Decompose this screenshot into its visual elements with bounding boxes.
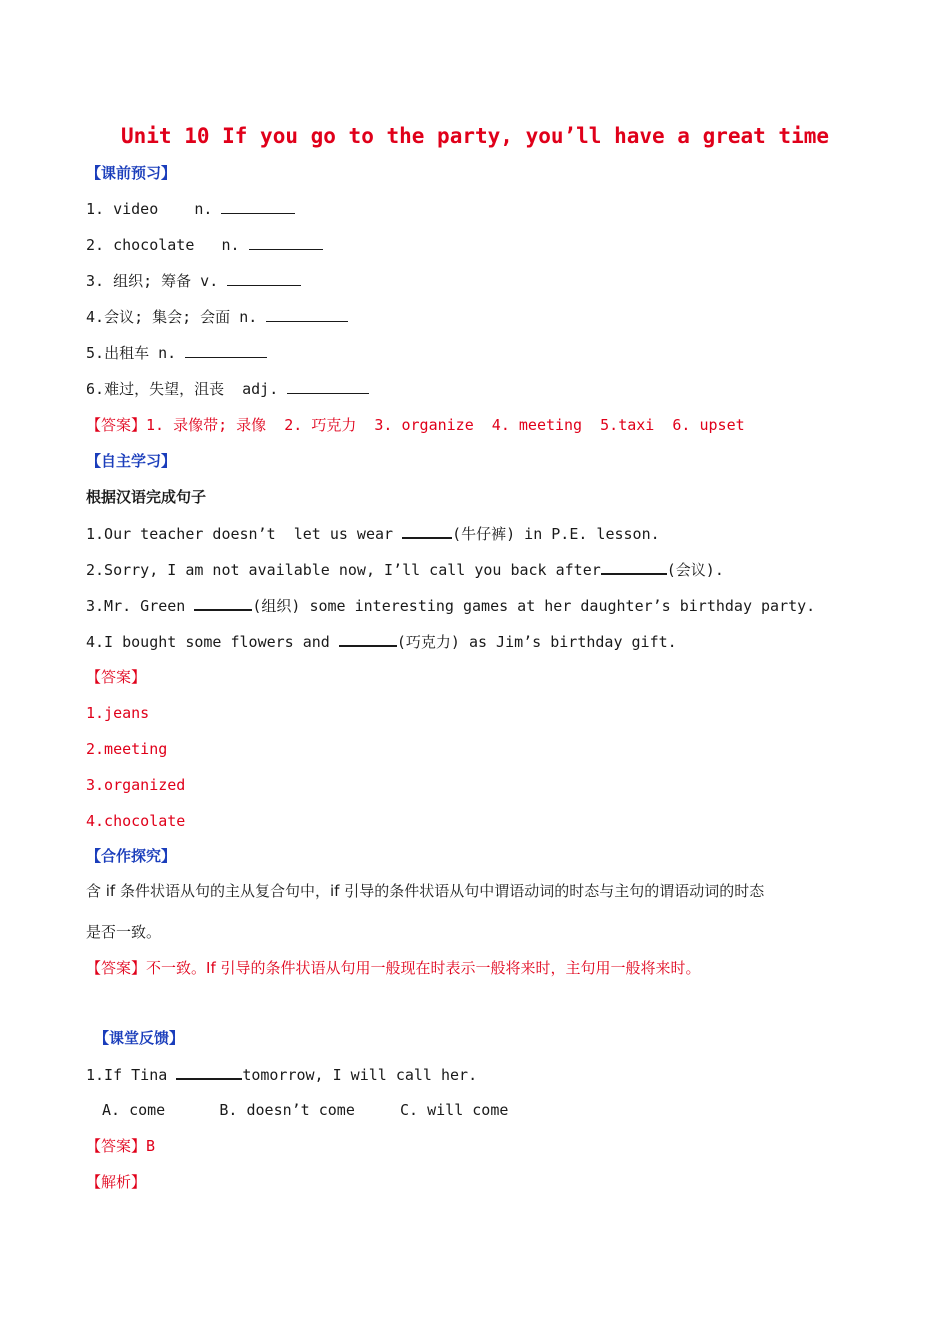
self-study-answer-2: 2.meeting bbox=[86, 740, 168, 758]
self-study-answer-1: 1.jeans bbox=[86, 704, 150, 722]
answer-text: 不一致。If 引导的条件状语从句用一般现在时表示一般将来时，主句用一般将来时。 bbox=[146, 959, 701, 977]
self-study-sentence-1 bbox=[86, 523, 660, 544]
section-heading-cooperation: 【合作探究】 bbox=[86, 847, 177, 865]
preview-item-5 bbox=[86, 343, 267, 363]
preview-answer bbox=[86, 415, 745, 435]
preview-item-1 bbox=[86, 199, 295, 219]
question-after: tomorrow, I will call her. bbox=[242, 1066, 478, 1084]
sentence-before: 3.Mr. Green bbox=[86, 597, 195, 615]
self-study-answer-label: 【答案】 bbox=[86, 668, 147, 686]
feedback-options: A. come B. doesn’t come C. will come bbox=[102, 1101, 509, 1119]
self-study-answer-3: 3.organized bbox=[86, 776, 186, 794]
answer-label: 【答案】 bbox=[86, 416, 147, 434]
answer-blank bbox=[287, 379, 369, 394]
answer-blank bbox=[339, 631, 397, 647]
cooperation-answer bbox=[86, 958, 701, 978]
page-title: Unit 10 If you go to the party, you’ll have a great time bbox=[120, 124, 829, 148]
sentence-before: 1.Our teacher doesn’t let us wear bbox=[86, 525, 403, 543]
sentence-before: 2.Sorry, I am not available now, I’ll call you back after bbox=[86, 561, 601, 579]
self-study-instruction: 根据汉语完成句子 bbox=[86, 488, 207, 506]
item-text: video n. bbox=[113, 200, 213, 218]
answer-blank bbox=[227, 271, 301, 286]
answer-blank bbox=[266, 307, 348, 322]
section-heading-feedback: 【课堂反馈】 bbox=[94, 1029, 185, 1047]
cooperation-question-line-2: 是否一致。 bbox=[86, 923, 162, 941]
self-study-sentence-3 bbox=[86, 595, 815, 616]
answer-blank bbox=[176, 1064, 242, 1080]
item-number: 2. bbox=[86, 236, 105, 254]
preview-item-6 bbox=[86, 379, 369, 399]
item-number: 6. bbox=[86, 380, 105, 398]
item-number: 5. bbox=[86, 344, 105, 362]
item-text: 难过，失望，沮丧 adj. bbox=[104, 380, 279, 398]
answer-blank bbox=[194, 595, 252, 611]
answer-blank bbox=[185, 343, 267, 358]
answer-label: 【答案】 bbox=[86, 1137, 147, 1155]
answer-blank bbox=[249, 235, 323, 250]
item-text: 会议; 集会; 会面 n. bbox=[104, 308, 258, 326]
answer-blank bbox=[221, 199, 295, 214]
answer-blank bbox=[402, 523, 452, 539]
question-before: 1.If Tina bbox=[86, 1066, 177, 1084]
sentence-after: (牛仔裤) in P.E. lesson. bbox=[452, 525, 660, 543]
feedback-analysis-label: 【解析】 bbox=[86, 1173, 147, 1191]
item-text: chocolate n. bbox=[113, 236, 240, 254]
answer-value: B bbox=[146, 1137, 156, 1155]
self-study-answer-4: 4.chocolate bbox=[86, 812, 186, 830]
item-number: 4. bbox=[86, 308, 105, 326]
sentence-before: 4.I bought some flowers and bbox=[86, 633, 339, 651]
item-text: 组织; 筹备 v. bbox=[113, 272, 219, 290]
item-text: 出租车 n. bbox=[104, 344, 177, 362]
section-heading-preview: 【课前预习】 bbox=[86, 164, 177, 182]
feedback-question-1 bbox=[86, 1064, 477, 1085]
preview-item-3 bbox=[86, 271, 301, 291]
feedback-answer bbox=[86, 1136, 155, 1156]
section-heading-self-study: 【自主学习】 bbox=[86, 452, 177, 470]
item-number: 1. bbox=[86, 200, 105, 218]
preview-item-2 bbox=[86, 235, 323, 255]
item-number: 3. bbox=[86, 272, 105, 290]
sentence-after: (会议). bbox=[666, 561, 724, 579]
answer-text: 1. 录像带; 录像 2. 巧克力 3. organize 4. meeting 5.taxi 6. upset bbox=[146, 416, 745, 434]
self-study-sentence-2 bbox=[86, 559, 724, 580]
sentence-after: (组织) some interesting games at her daughter’s birthday party. bbox=[252, 597, 816, 615]
answer-label: 【答案】 bbox=[86, 959, 147, 977]
answer-blank bbox=[601, 559, 667, 575]
preview-item-4 bbox=[86, 307, 348, 327]
sentence-after: (巧克力) as Jim’s birthday gift. bbox=[396, 633, 677, 651]
self-study-sentence-4 bbox=[86, 631, 677, 652]
cooperation-question-line-1: 含 if 条件状语从句的主从复合句中，if 引导的条件状语从句中谓语动词的时态与主句的谓语动词的时态 bbox=[86, 882, 765, 900]
